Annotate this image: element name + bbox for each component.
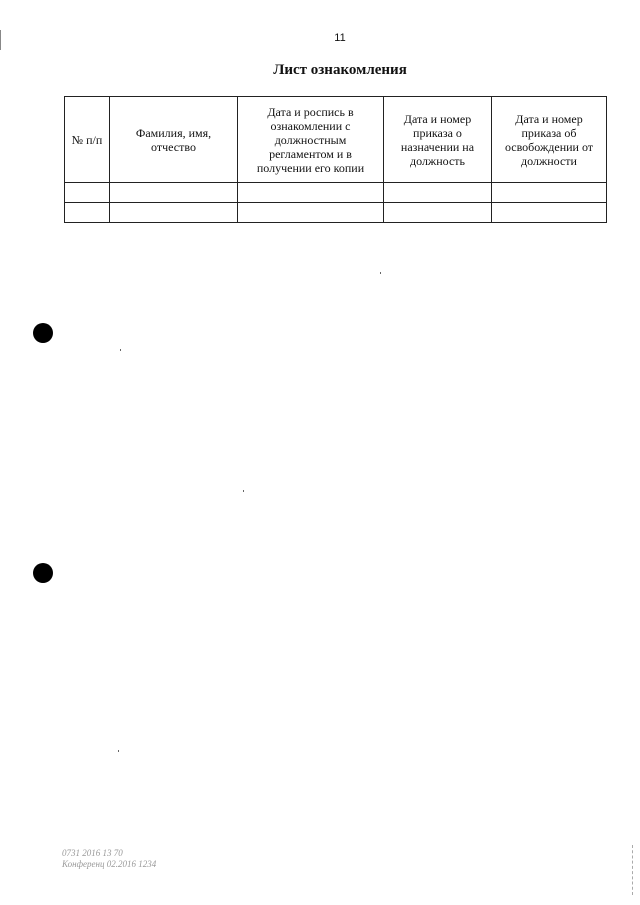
table-cell — [110, 183, 238, 203]
header-full-name: Фамилия, имя, отчество — [110, 97, 238, 183]
table-header-row — [65, 97, 607, 183]
table-cell — [65, 203, 110, 223]
header-dismissal-order: Дата и номер приказа об освобождении от должности — [492, 97, 607, 183]
table-row — [65, 183, 607, 203]
table-cell — [492, 203, 607, 223]
table-cell — [238, 203, 384, 223]
table-cell — [492, 183, 607, 203]
scan-speck — [118, 750, 119, 752]
scan-speck — [120, 349, 121, 351]
header-appointment-order: Дата и номер приказа о назначении на должность — [384, 97, 492, 183]
table-cell — [110, 203, 238, 223]
stamp-line: 0731 2016 13 70 — [62, 848, 123, 858]
scan-speck — [243, 490, 244, 492]
header-number: № п/п — [65, 97, 110, 183]
document-title: Лист ознакомления — [273, 62, 407, 78]
table-cell — [65, 183, 110, 203]
page-number: 11 — [334, 32, 346, 44]
stamp-line: Конференц 02.2016 1234 — [62, 859, 157, 869]
scan-speck — [380, 272, 381, 274]
header-signature-date: Дата и роспись в ознакомлении с должностным регламентом и в получении его копии — [238, 97, 384, 183]
punch-hole — [33, 323, 53, 343]
faint-stamp — [62, 848, 156, 870]
punch-hole — [33, 563, 53, 583]
scan-edge-mark — [632, 845, 634, 895]
acknowledgement-table — [64, 96, 607, 223]
table-cell — [384, 203, 492, 223]
table-cell — [238, 183, 384, 203]
table-row — [65, 203, 607, 223]
table-cell — [384, 183, 492, 203]
